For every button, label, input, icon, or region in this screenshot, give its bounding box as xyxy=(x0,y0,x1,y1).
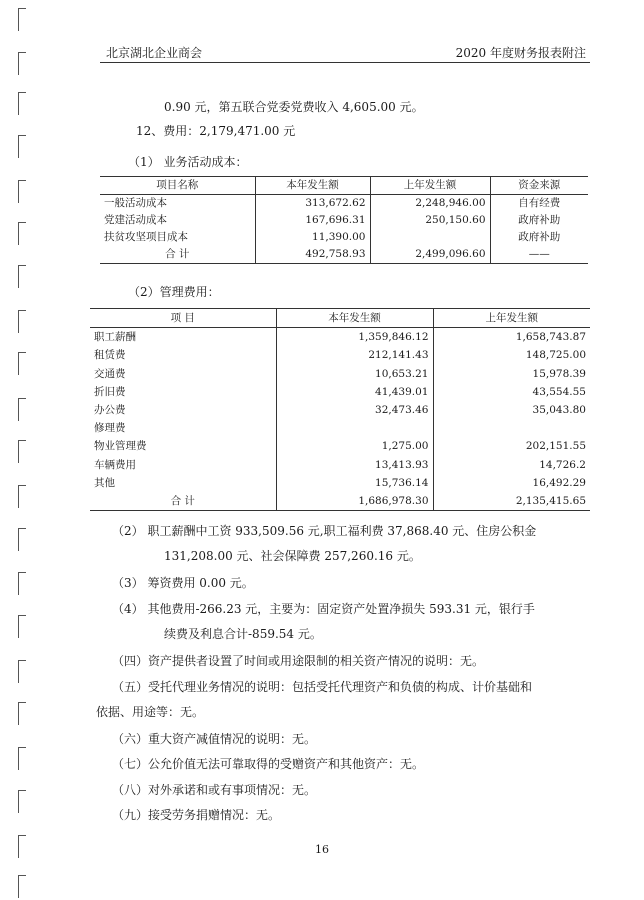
cell: 自有经费 xyxy=(490,195,588,213)
binder-mark xyxy=(18,92,26,115)
cell: 2,135,415.65 xyxy=(433,492,590,511)
cell: 1,359,846.12 xyxy=(276,328,433,347)
cell: 修理费 xyxy=(90,419,276,437)
cell: 1,658,743.87 xyxy=(433,328,590,347)
cell: 折旧费 xyxy=(90,383,276,401)
table-row xyxy=(90,401,590,419)
item-12-expenses: 12、费用：2,179,471.00 元 xyxy=(136,124,296,138)
col-header: 本年发生额 xyxy=(255,177,370,195)
cell: 其他 xyxy=(90,474,276,492)
cell: 交通费 xyxy=(90,365,276,383)
cell: 租赁费 xyxy=(90,346,276,364)
cell: 职工薪酬 xyxy=(90,328,276,347)
table-row xyxy=(90,437,590,455)
binder-mark xyxy=(18,747,26,770)
cell: 35,043.80 xyxy=(433,401,590,419)
cell: 一般活动成本 xyxy=(100,195,255,213)
table-header-row xyxy=(90,309,590,328)
cell: —— xyxy=(490,246,588,264)
binder-mark xyxy=(18,398,26,421)
col-header: 资金来源 xyxy=(490,177,588,195)
section-8: （八）对外承诺和或有事项情况：无。 xyxy=(112,783,317,797)
admin-expense-table xyxy=(90,308,590,511)
binder-mark xyxy=(18,180,26,203)
section-5-line1: （五）受托代理业务情况的说明：包括受托代理资产和负债的构成、计价基础和 xyxy=(112,680,533,694)
col-header: 项目名称 xyxy=(100,177,255,195)
cell: 2,499,096.60 xyxy=(370,246,490,264)
page-header xyxy=(100,40,590,63)
cell: 1,686,978.30 xyxy=(276,492,433,511)
binder-mark xyxy=(18,615,26,638)
cell: 250,150.60 xyxy=(370,212,490,229)
col-header: 上年发生额 xyxy=(433,309,590,328)
paragraph-salary-line2: 131,208.00 元、社会保障费 257,260.16 元。 xyxy=(164,549,421,563)
intro-line: 0.90 元，第五联合党委党费收入 4,605.00 元。 xyxy=(164,100,424,114)
cell xyxy=(433,419,590,437)
binder-mark xyxy=(18,352,26,375)
cell: 车辆费用 xyxy=(90,456,276,474)
cell: 14,726.2 xyxy=(433,456,590,474)
binder-mark xyxy=(18,660,26,683)
cell: 政府补助 xyxy=(490,229,588,246)
paragraph-salary-line1: （2） 职工薪酬中工资 933,509.56 元,职工福利费 37,868.40 元、住房公积金 xyxy=(112,524,537,538)
cell: 16,492.29 xyxy=(433,474,590,492)
cell: 2,248,946.00 xyxy=(370,195,490,213)
section-6: （六）重大资产减值情况的说明：无。 xyxy=(112,732,317,746)
cell: 政府补助 xyxy=(490,212,588,229)
header-doc-title: 2020 年度财务报表附注 xyxy=(455,46,586,60)
table-row xyxy=(100,212,588,229)
cell: 15,736.14 xyxy=(276,474,433,492)
cell: 15,978.39 xyxy=(433,365,590,383)
paragraph-financing-cost: （3） 筹资费用 0.00 元。 xyxy=(112,576,254,590)
cell: 212,141.43 xyxy=(276,346,433,364)
cell: 10,653.21 xyxy=(276,365,433,383)
binder-mark xyxy=(18,485,26,508)
cell: 办公费 xyxy=(90,401,276,419)
col-header: 项 目 xyxy=(90,309,276,328)
header-org: 北京湖北企业商会 xyxy=(106,46,203,60)
cell: 合 计 xyxy=(100,246,255,264)
binder-mark xyxy=(18,875,26,898)
table-row xyxy=(90,456,590,474)
table-row xyxy=(90,365,590,383)
binder-margin xyxy=(0,0,40,900)
section-5-line2: 依据、用途等：无。 xyxy=(96,705,205,719)
cell: 492,758.93 xyxy=(255,246,370,264)
cell xyxy=(370,229,490,246)
binder-mark xyxy=(18,440,26,463)
cell: 313,672.62 xyxy=(255,195,370,213)
table-row xyxy=(90,383,590,401)
cell xyxy=(276,419,433,437)
cell: 13,413.93 xyxy=(276,456,433,474)
table-row xyxy=(90,419,590,437)
section-7: （七）公允价值无法可靠取得的受赠资产和其他资产：无。 xyxy=(112,757,425,771)
table-row xyxy=(90,328,590,347)
binder-mark xyxy=(18,702,26,725)
table-row xyxy=(100,229,588,246)
cell: 41,439.01 xyxy=(276,383,433,401)
table-row xyxy=(90,346,590,364)
binder-mark xyxy=(18,8,26,31)
paragraph-other-cost-line1: （4） 其他费用-266.23 元，主要为：固定资产处置净损失 593.31 元，银行手 xyxy=(112,602,535,616)
col-header: 本年发生额 xyxy=(276,309,433,328)
paragraph-other-cost-line2: 续费及利息合计-859.54 元。 xyxy=(164,627,322,641)
binder-mark xyxy=(18,310,26,333)
binder-mark xyxy=(18,222,26,245)
subheading-admin-expenses: （2）管理费用： xyxy=(128,285,220,299)
table-header-row xyxy=(100,177,588,195)
cell: 167,696.31 xyxy=(255,212,370,229)
table-row xyxy=(90,474,590,492)
table-total-row xyxy=(100,246,588,264)
cell: 党建活动成本 xyxy=(100,212,255,229)
cell: 43,554.55 xyxy=(433,383,590,401)
section-9: （九）接受劳务捐赠情况：无。 xyxy=(112,808,281,822)
cell: 合 计 xyxy=(90,492,276,511)
binder-mark xyxy=(18,265,26,288)
binder-mark xyxy=(18,52,26,75)
cell: 32,473.46 xyxy=(276,401,433,419)
cell: 扶贫攻坚项目成本 xyxy=(100,229,255,246)
business-cost-table xyxy=(100,176,588,264)
cell: 物业管理费 xyxy=(90,437,276,455)
cell: 1,275.00 xyxy=(276,437,433,455)
section-4: （四）资产提供者设置了时间或用途限制的相关资产情况的说明：无。 xyxy=(112,654,485,668)
cell: 202,151.55 xyxy=(433,437,590,455)
page-number: 16 xyxy=(315,843,329,856)
table-total-row xyxy=(90,492,590,511)
binder-mark xyxy=(18,790,26,813)
binder-mark xyxy=(18,135,26,158)
table-row xyxy=(100,195,588,213)
cell: 11,390.00 xyxy=(255,229,370,246)
cell: 148,725.00 xyxy=(433,346,590,364)
col-header: 上年发生额 xyxy=(370,177,490,195)
binder-mark xyxy=(18,528,26,551)
subheading-business-cost: （1） 业务活动成本： xyxy=(128,155,248,169)
binder-mark xyxy=(18,572,26,595)
